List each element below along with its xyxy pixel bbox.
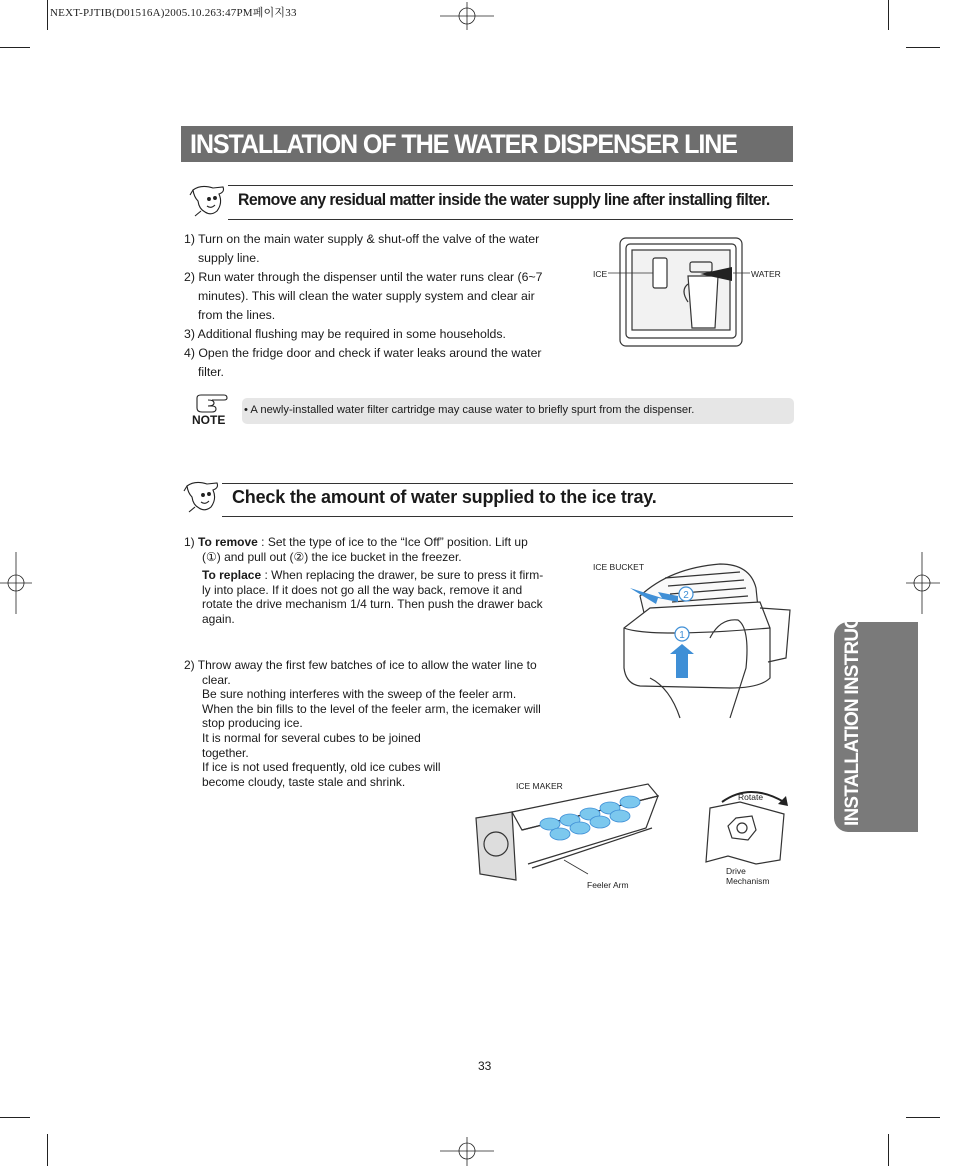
flush-steps-list [184, 230, 554, 382]
list-item: 2) Run water through the dispenser until the water runs clear (6~7 minutes). This will clean the water supply system and clear air from the lines. [184, 270, 543, 322]
figure-label-drive: Drive [726, 866, 746, 876]
replace-line-4: again. [202, 611, 235, 626]
page-title: INSTALLATION OF THE WATER DISPENSER LINE [190, 129, 737, 159]
step2-line: When the bin fills to the level of the feeler arm, the icemaker will [202, 701, 541, 716]
step2-line: It is normal for several cubes to be joined [202, 730, 421, 745]
step2-line: stop producing ice. [202, 716, 303, 731]
step2-line: 2) Throw away the first few batches of ice to allow the water line to [184, 658, 537, 672]
list-item: 3) Additional flushing may be required in some households. [184, 327, 506, 341]
tip-mascot-icon [183, 479, 223, 515]
replace-line-3: rotate the drive mechanism 1/4 turn. Then push the drawer back [202, 597, 543, 612]
section-heading-ice-tray: Check the amount of water supplied to the ice tray. [232, 487, 657, 507]
section-rule-top [222, 483, 793, 484]
side-tab-label: INSTALLATION INSTRUCTIONS [842, 561, 863, 826]
dispenser-illustration [590, 232, 790, 352]
remove-label: To remove [198, 535, 258, 549]
marker-2: 2 [683, 590, 689, 601]
note-text: • A newly-installed water filter cartridge may cause water to briefly spurt from the dispenser. [244, 404, 695, 416]
figure-label-feeler-arm: Feeler Arm [587, 880, 629, 890]
page-number: 33 [478, 1059, 492, 1073]
ice-bucket-illustration [610, 558, 810, 718]
figure-label-ice-maker: ICE MAKER [516, 781, 563, 791]
section-rule-bottom [222, 516, 793, 517]
figure-label-water: WATER [751, 269, 781, 279]
tip-mascot-icon [189, 183, 229, 219]
print-slug: NEXT-PJTIB(D01516A)2005.10.263:47PM페이지33 [50, 7, 297, 19]
marker-1: 1 [679, 630, 685, 641]
step2-line: If ice is not used frequently, old ice cubes will [202, 760, 441, 775]
step2-line: Be sure nothing interferes with the sweep of the feeler arm. [202, 687, 517, 702]
first-batches-instructions [184, 658, 576, 789]
replace-line-2: ly into place. If it does not go all the way back, remove it and [202, 582, 523, 597]
list-item: 4) Open the fridge door and check if water leaks around the water filter. [184, 346, 542, 379]
section-heading-flush: Remove any residual matter inside the water supply line after installing filter. [238, 190, 770, 209]
step2-line: become cloudy, taste stale and shrink. [202, 774, 406, 789]
step2-line: clear. [202, 672, 231, 687]
remove-line-1: 1) To remove : Set the type of ice to the “Ice Off” position. Lift up [184, 535, 528, 549]
figure-label-ice-bucket: ICE BUCKET [593, 562, 645, 572]
figure-label-rotate: Rotate [738, 792, 764, 802]
note-label: NOTE [192, 413, 226, 427]
list-item: 1) Turn on the main water supply & shut-off the valve of the water supply line. [184, 232, 540, 265]
figure-label-ice: ICE [593, 269, 608, 279]
replace-label: To replace [202, 568, 262, 583]
replace-line-1: To replace : When replacing the drawer, be sure to press it firm- [202, 568, 544, 583]
section-rule-bottom [228, 219, 793, 220]
section-rule-top [228, 185, 793, 186]
ice-maker-illustration [472, 778, 672, 888]
remove-replace-instructions [184, 535, 576, 627]
pointing-hand-icon [194, 394, 230, 414]
step2-line: together. [202, 745, 249, 760]
figure-label-mechanism: Mechanism [726, 876, 770, 886]
remove-line-2: (①) and pull out (②) the ice bucket in the freezer. [202, 549, 462, 564]
